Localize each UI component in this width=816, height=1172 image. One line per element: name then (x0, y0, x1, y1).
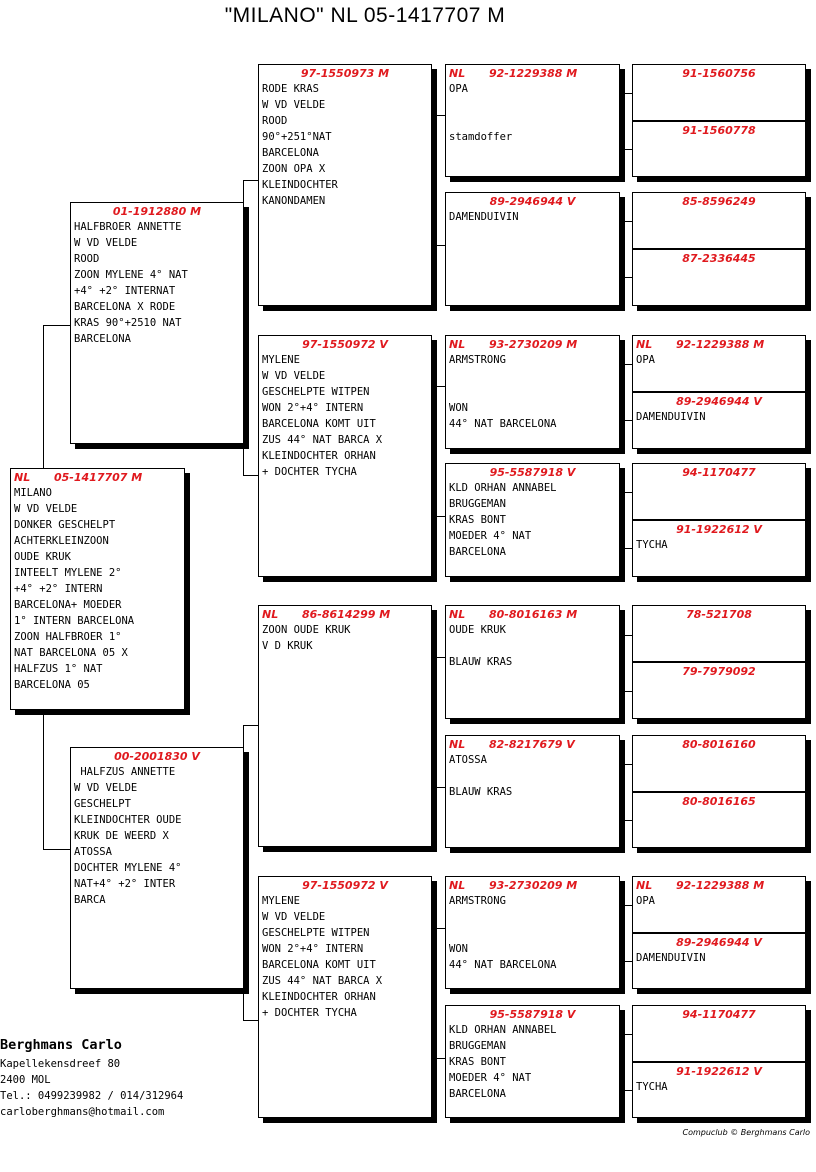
pigeon-card-gggp-9[interactable] (632, 605, 806, 662)
pigeon-info-line: OPA (449, 83, 468, 95)
pigeon-info-line: OPA (636, 354, 655, 366)
pigeon-info-line: BARCELONA (449, 546, 506, 558)
ring-number: 80-8016163 M (489, 608, 578, 621)
country-prefix: NL (449, 879, 466, 892)
pigeon-info-line: ARMSTRONG (449, 354, 506, 366)
ring-number: 92-1229388 M (676, 879, 765, 892)
pigeon-info-line: BRUGGEMAN (449, 498, 506, 510)
pedigree-title: "MILANO" NL 05-1417707 M (224, 4, 506, 27)
pigeon-info-line: NAT BARCELONA 05 X (14, 647, 128, 659)
ring-number-header (446, 337, 619, 352)
pigeon-card-gggp-14[interactable] (632, 933, 806, 989)
pigeon-card-gggp-16[interactable] (632, 1062, 806, 1118)
ring-number-header (633, 251, 805, 266)
pigeon-info-line: +4° +2° INTERNAT (74, 285, 176, 297)
pigeon-info-line: GESCHELPTE WITPEN (262, 386, 370, 398)
pigeon-info-line: KRAS BONT (449, 514, 506, 526)
country-prefix: NL (449, 738, 466, 751)
pigeon-info-line (446, 384, 619, 400)
pigeon-info-line: DAMENDUIVIN (636, 411, 706, 423)
owner-city: 2400 MOL (0, 1074, 51, 1086)
ring-number-header (633, 1007, 805, 1022)
pigeon-card-gggp-5[interactable] (632, 335, 806, 392)
pigeon-info-line (446, 909, 619, 925)
ring-number-header (633, 794, 805, 809)
ring-number: 94-1170477 (682, 1008, 756, 1021)
owner-email[interactable]: carloberghmans@hotmail.com (0, 1106, 165, 1118)
pigeon-info-line: DAMENDUIVIN (636, 952, 706, 964)
pigeon-info-line: OPA (636, 895, 655, 907)
pigeon-info-line: KLD ORHAN ANNABEL (449, 482, 557, 494)
country-prefix: NL (636, 879, 653, 892)
pigeon-info-line: DOCHTER MYLENE 4° (74, 862, 182, 874)
pigeon-info-line: GESCHELPT (74, 798, 131, 810)
pigeon-info-line: BARCA (74, 894, 106, 906)
pigeon-info-line (446, 638, 619, 654)
pigeon-info-line: BARCELONA+ MOEDER (14, 599, 122, 611)
pigeon-info-line: ZOON OPA X (262, 163, 326, 175)
ring-number: 95-5587918 V (489, 1008, 576, 1021)
pigeon-info-line (446, 97, 619, 113)
ring-number: 89-2946944 V (676, 395, 762, 408)
ring-number-header (633, 465, 805, 480)
pigeon-info-line: + DOCHTER TYCHA (262, 1007, 357, 1019)
connector-g3-2 (619, 221, 632, 278)
connector-g3-8 (619, 1034, 632, 1091)
pigeon-info-line: ZUS 44° NAT BARCA X (262, 434, 383, 446)
ring-number-header (446, 465, 619, 480)
pigeon-info-line: ZOON MYLENE 4° NAT (74, 269, 188, 281)
pigeon-info-line: NAT+4° +2° INTER (74, 878, 176, 890)
pigeon-info-line: ACHTERKLEINZOON (14, 535, 109, 547)
connector-dam (243, 725, 258, 1021)
pigeon-card-gggp-13[interactable] (632, 876, 806, 933)
pigeon-info-line: W VD VELDE (262, 911, 326, 923)
pigeon-info-line (446, 768, 619, 784)
ring-number: 89-2946944 V (489, 195, 576, 208)
country-prefix: NL (449, 338, 466, 351)
ring-number-header (446, 878, 619, 893)
owner-address: Kapellekensdreef 80 (0, 1058, 121, 1070)
ring-number: 85-8596249 (682, 195, 756, 208)
pigeon-info-line: KLEINDOCHTER ORHAN (262, 450, 376, 462)
ring-number-header (71, 749, 243, 764)
pigeon-info-line: +4° +2° INTERN (14, 583, 103, 595)
pigeon-card-gggp-4[interactable] (632, 249, 806, 306)
ring-number: 91-1560756 (682, 67, 756, 80)
pigeon-info-line: WON 2°+4° INTERN (262, 943, 364, 955)
ring-number-header (446, 194, 619, 209)
ring-number-header (259, 66, 431, 81)
pigeon-info-line: stamdoffer (449, 131, 513, 143)
ring-number: 05-1417707 M (54, 471, 143, 484)
ring-number: 93-2730209 M (489, 338, 578, 351)
pigeon-info-line: BLAUW KRAS (449, 656, 513, 668)
pigeon-info-line (446, 925, 619, 941)
pigeon-info-line: 1° INTERN BARCELONA (14, 615, 135, 627)
pigeon-info-line: ZOON OUDE KRUK (262, 624, 351, 636)
pigeon-info-line: ZOON HALFBROER 1° (14, 631, 122, 643)
ring-number: 87-2336445 (682, 252, 756, 265)
pigeon-card-gggp-7[interactable] (632, 463, 806, 520)
pigeon-info-line: ROOD (262, 115, 288, 127)
pigeon-info-line: BLAUW KRAS (449, 786, 513, 798)
connector-g2-1 (431, 115, 445, 246)
pigeon-card-gp-1[interactable] (258, 64, 432, 306)
pigeon-info-line: HALFZUS 1° NAT (14, 663, 103, 675)
ring-number-header (633, 66, 805, 81)
ring-number-header (633, 337, 805, 352)
pigeon-card-ggp-1[interactable] (445, 64, 620, 177)
ring-number: 01-1912880 M (112, 205, 202, 218)
pigeon-card-ggp-8[interactable] (445, 1005, 620, 1118)
connector-g3-7 (619, 905, 632, 962)
country-prefix: NL (636, 338, 653, 351)
ring-number-header (633, 935, 805, 950)
pigeon-card-subject[interactable] (10, 468, 185, 710)
pigeon-info-line: MOEDER 4° NAT (449, 1072, 532, 1084)
ring-number: 94-1170477 (682, 466, 756, 479)
ring-number-header (446, 737, 619, 752)
pigeon-info-line: OUDE KRUK (14, 551, 71, 563)
pigeon-info-line: V D KRUK (262, 640, 313, 652)
ring-number: 93-2730209 M (489, 879, 578, 892)
country-prefix: NL (262, 608, 279, 621)
pigeon-card-gggp-6[interactable] (632, 392, 806, 449)
country-prefix: NL (14, 471, 31, 484)
owner-phone: Tel.: 0499239982 / 014/312964 (0, 1090, 184, 1102)
ring-number: 78-521708 (686, 608, 752, 621)
ring-number: 97-1550973 M (300, 67, 390, 80)
pigeon-info-line: WON (449, 402, 468, 414)
pigeon-card-gggp-10[interactable] (632, 662, 806, 719)
pigeon-info-line: KLD ORHAN ANNABEL (449, 1024, 557, 1036)
ring-number-header (259, 337, 431, 352)
pigeon-info-line: ATOSSA (449, 754, 487, 766)
pigeon-info-line: BARCELONA (74, 333, 131, 345)
pigeon-card-gggp-8[interactable] (632, 520, 806, 577)
pigeon-info-line (446, 368, 619, 384)
country-prefix: NL (449, 67, 466, 80)
ring-number: 80-8016160 (682, 738, 756, 751)
pigeon-card-gggp-11[interactable] (632, 735, 806, 792)
ring-number-header (633, 194, 805, 209)
pigeon-info-line: BRUGGEMAN (449, 1040, 506, 1052)
pigeon-card-dam[interactable] (70, 747, 244, 989)
ring-number-header (446, 607, 619, 622)
pigeon-info-line: 90°+251°NAT (262, 131, 332, 143)
pigeon-card-ggp-7[interactable] (445, 876, 620, 989)
pigeon-info-line: + DOCHTER TYCHA (262, 466, 357, 478)
ring-number: 79-7979092 (682, 665, 756, 678)
pigeon-card-gggp-3[interactable] (632, 192, 806, 249)
pigeon-info-line: MOEDER 4° NAT (449, 530, 532, 542)
pigeon-info-line: INTEELT MYLENE 2° (14, 567, 122, 579)
pigeon-card-gggp-1[interactable] (632, 64, 806, 121)
pigeon-info-line: BARCELONA (449, 1088, 506, 1100)
pigeon-info-line: KRAS BONT (449, 1056, 506, 1068)
pigeon-info-line: KLEINDOCHTER (262, 179, 338, 191)
owner-name: Berghmans Carlo (0, 1037, 122, 1053)
pigeon-info-line: ROOD (74, 253, 100, 265)
pigeon-card-gggp-12[interactable] (632, 792, 806, 848)
ring-number: 91-1922612 V (676, 1065, 762, 1078)
pigeon-info-line: WON (449, 943, 468, 955)
pigeon-info-line: ARMSTRONG (449, 895, 506, 907)
pigeon-info-line: W VD VELDE (74, 237, 138, 249)
pigeon-card-ggp-3[interactable] (445, 335, 620, 449)
ring-number-header (633, 878, 805, 893)
ring-number: 91-1922612 V (676, 523, 762, 536)
pigeon-card-sire[interactable] (70, 202, 244, 444)
pigeon-info-line: OUDE KRUK (449, 624, 506, 636)
ring-number: 97-1550972 V (302, 338, 388, 351)
ring-number: 97-1550972 V (302, 879, 388, 892)
pigeon-card-ggp-5[interactable] (445, 605, 620, 719)
pigeon-info-line: KLEINDOCHTER ORHAN (262, 991, 376, 1003)
ring-number-header (633, 737, 805, 752)
pigeon-info-line: KANONDAMEN (262, 195, 326, 207)
ring-number: 82-8217679 V (489, 738, 575, 751)
pigeon-info-line: WON 2°+4° INTERN (262, 402, 364, 414)
ring-number-header (633, 607, 805, 622)
owner-contact (0, 1034, 183, 1120)
ring-number-header (11, 470, 184, 485)
pigeon-info-line: MILANO (14, 487, 52, 499)
pigeon-info-line: HALFBROER ANNETTE (74, 221, 182, 233)
pigeon-card-gggp-2[interactable] (632, 121, 806, 177)
pigeon-card-ggp-6[interactable] (445, 735, 620, 848)
pigeon-info-line: KRUK DE WEERD X (74, 830, 169, 842)
ring-number: 92-1229388 M (676, 338, 765, 351)
pigeon-info-line: TYCHA (636, 539, 668, 551)
pigeon-info-line: DAMENDUIVIN (449, 211, 519, 223)
connector-g2-4 (431, 928, 445, 1059)
connector-g3-6 (619, 764, 632, 821)
country-prefix: NL (449, 608, 466, 621)
ring-number: 86-8614299 M (302, 608, 391, 621)
ring-number-header (633, 1064, 805, 1079)
pigeon-info-line: MYLENE (262, 354, 300, 366)
connector-g3-5 (619, 635, 632, 692)
ring-number: 91-1560778 (682, 124, 756, 137)
pigeon-info-line: KLEINDOCHTER OUDE (74, 814, 182, 826)
pigeon-card-gp-4[interactable] (258, 876, 432, 1118)
pigeon-card-ggp-4[interactable] (445, 463, 620, 577)
pigeon-info-line: ZUS 44° NAT BARCA X (262, 975, 383, 987)
ring-number: 89-2946944 V (676, 936, 762, 949)
ring-number-header (446, 66, 619, 81)
pigeon-info-line: GESCHELPTE WITPEN (262, 927, 370, 939)
pigeon-info-line: 44° NAT BARCELONA (449, 418, 557, 430)
pigeon-card-gp-3[interactable] (258, 605, 432, 847)
pigeon-info-line: W VD VELDE (14, 503, 78, 515)
pigeon-info-line: 44° NAT BARCELONA (449, 959, 557, 971)
ring-number-header (71, 204, 243, 219)
ring-number: 95-5587918 V (489, 466, 576, 479)
pigeon-info-line: MYLENE (262, 895, 300, 907)
pigeon-info-line: TYCHA (636, 1081, 668, 1093)
ring-number-header (259, 878, 431, 893)
ring-number-header (633, 394, 805, 409)
ring-number-header (259, 607, 431, 622)
connector-g3-1 (619, 93, 632, 150)
pigeon-info-line: BARCELONA X RODE (74, 301, 176, 313)
pigeon-card-gggp-15[interactable] (632, 1005, 806, 1062)
ring-number-header (633, 522, 805, 537)
pigeon-card-ggp-2[interactable] (445, 192, 620, 306)
pigeon-info-line: HALFZUS ANNETTE (74, 766, 176, 778)
ring-number: 92-1229388 M (489, 67, 578, 80)
pigeon-info-line: W VD VELDE (74, 782, 138, 794)
ring-number-header (446, 1007, 619, 1022)
pigeon-info-line (446, 113, 619, 129)
ring-number-header (633, 123, 805, 138)
pigeon-card-gp-2[interactable] (258, 335, 432, 577)
connector-sire (243, 180, 258, 476)
pigeon-info-line: W VD VELDE (262, 370, 326, 382)
pigeon-info-line: W VD VELDE (262, 99, 326, 111)
pigeon-info-line: BARCELONA KOMT UIT (262, 418, 376, 430)
ring-number: 80-8016165 (682, 795, 756, 808)
ring-number-header (633, 664, 805, 679)
pigeon-info-line: DONKER GESCHELPT (14, 519, 116, 531)
pigeon-info-line: ATOSSA (74, 846, 112, 858)
pigeon-info-line: BARCELONA KOMT UIT (262, 959, 376, 971)
connector-g2-3 (431, 657, 445, 788)
pigeon-info-line: BARCELONA 05 (14, 679, 90, 691)
ring-number: 00-2001830 V (114, 750, 200, 763)
pigeon-info-line: RODE KRAS (262, 83, 319, 95)
pigeon-info-line: KRAS 90°+2510 NAT (74, 317, 182, 329)
software-credit: Compuclub © Berghmans Carlo (682, 1128, 810, 1137)
connector-g3-3 (619, 364, 632, 421)
connector-g3-4 (619, 492, 632, 549)
pigeon-info-line: BARCELONA (262, 147, 319, 159)
connector-g2-2 (431, 386, 445, 517)
